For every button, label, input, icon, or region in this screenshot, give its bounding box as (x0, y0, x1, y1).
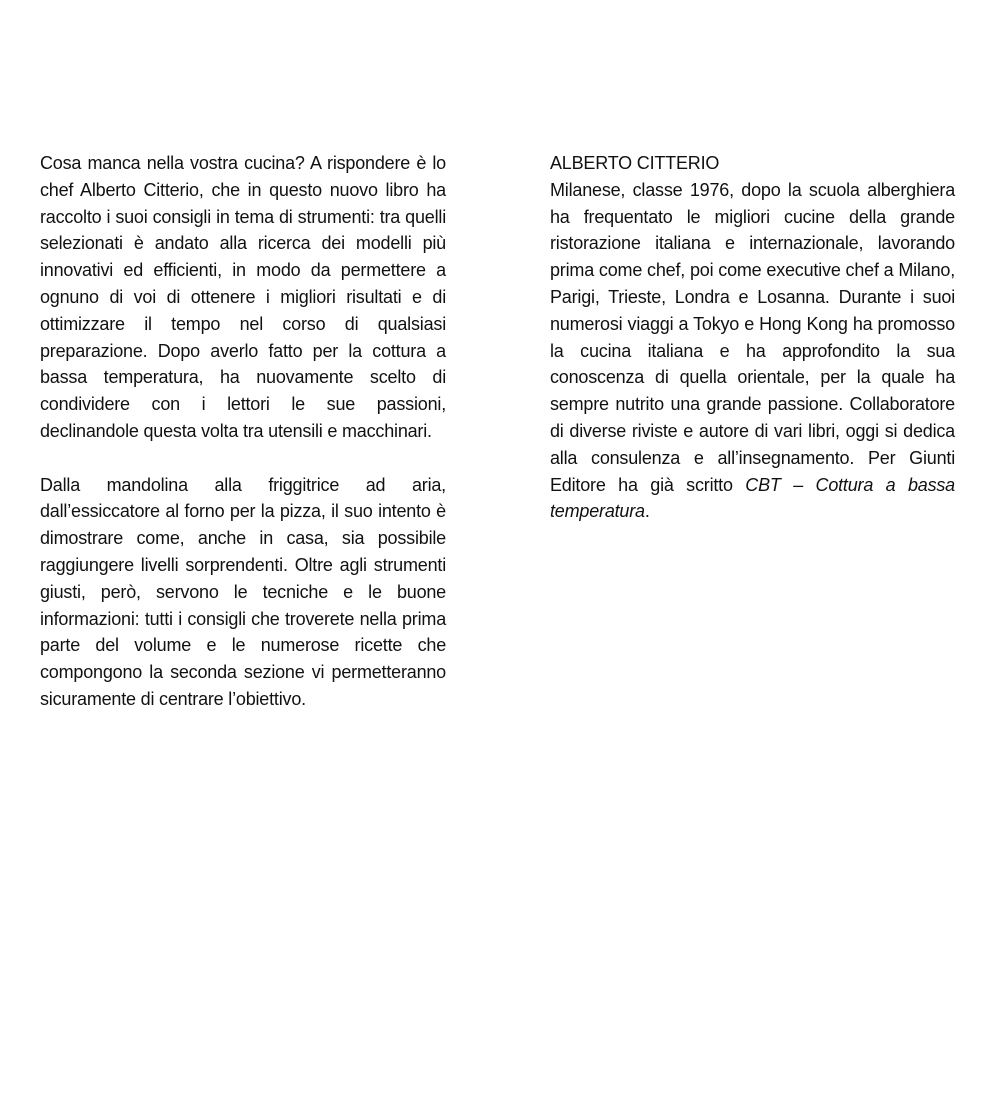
previous-book-title: CBT – Cottura a bassa temperatura (550, 474, 955, 522)
author-bio-text (550, 177, 955, 525)
author-name: ALBERTO CITTERIO (550, 153, 720, 173)
book-description (40, 150, 446, 713)
bio-body: Milanese, classe 1976, dopo la scuola alberghiera ha frequentato le migliori cucine della grande ristorazione italiana e internazionale, lavorando prima come chef, poi come executive chef a Milano, Parigi, Trieste, Londra e Losanna. Durante i suoi numerosi viaggi a Tokyo e Hong Kong ha promosso la cucina italiana e ha approfondito la sua conoscenza di quella orientale, per la quale ha sempre nutrito una grande passione. Collaboratore di diverse riviste e autore di vari libri, oggi si dedica alla consulenza e all’insegnamento. Per Giunti Editore ha già scritto (550, 179, 955, 495)
author-bio (550, 150, 955, 525)
bio-end: . (644, 501, 650, 522)
description-paragraph-2: Dalla mandolina alla friggitrice ad aria, dall’essiccatore al forno per la pizza, il suo intento è dimostrare come, anche in casa, sia possibile raggiungere livelli sorprendenti. Oltre agli strumenti giusti, però, servono le tecniche e le buone informazioni: tutti i consigli che troverete nella prima parte del volume e le numerose ricette che compongono la seconda sezione vi permetteranno sicuramente di centrare l’obiettivo. (40, 474, 446, 709)
description-paragraph-1: Cosa manca nella vostra cucina? A rispondere è lo chef Alberto Citterio, che in questo nuovo libro ha raccolto i suoi consigli in tema di strumenti: tra quelli selezionati è andato alla ricerca dei modelli più innovativi ed efficienti, in modo da permettere a ognuno di voi di ottenere i migliori risultati e di ottimizzare il tempo nel corso di qualsiasi preparazione. Dopo averlo fatto per la cottura a bassa temperatura, ha nuovamente scelto di condividere con i lettori le sue passioni, declinandole questa volta tra utensili e macchinari. (40, 153, 446, 441)
